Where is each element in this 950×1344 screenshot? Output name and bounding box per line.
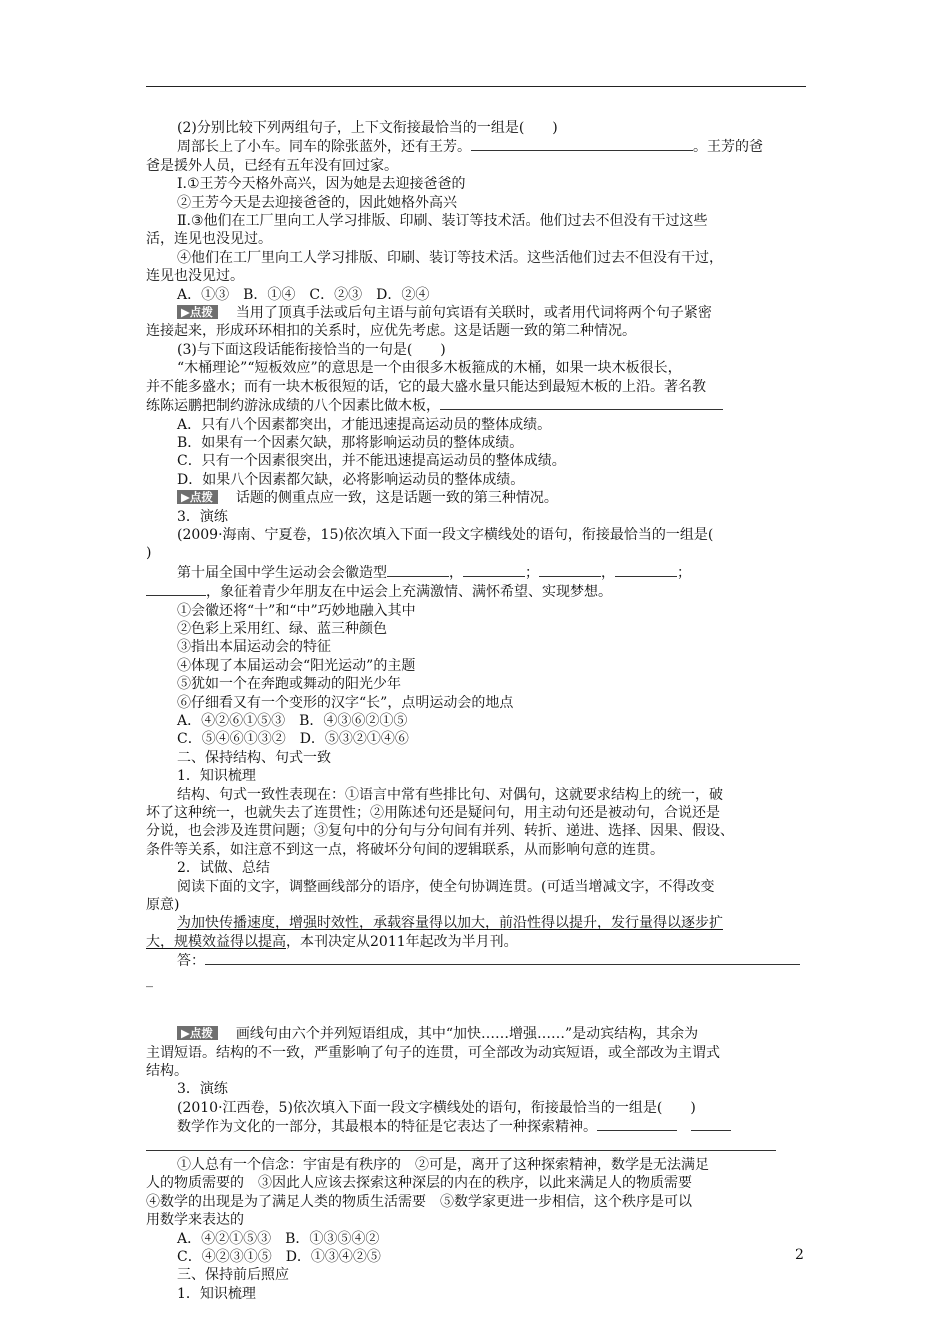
tip-1-cont: 连接起来，形成环环相扣的关系时，应优先考虑。这是话题一致的第二种情况。 [146, 323, 636, 340]
underlined-sentence-2: 大，规模效益得以提高，本刊决定从2011年起改为半月刊。 [146, 933, 518, 950]
q3-option-d: D．如果八个因素都欠缺，必将影响运动员的整体成绩。 [177, 471, 525, 488]
drill-1-stem-cont: ) [146, 545, 152, 562]
drill-2-option-3: ④数学的出现是为了满足人类的物质生活需要 ⑤数学家更进一步相信，这个秩序是可以 [146, 1193, 692, 1210]
q2-group-ii-3b: 活，连见也没见过。 [146, 231, 272, 248]
drill-1-stem: (2009·海南、宁夏卷，15)依次填入下面一段文字横线处的语句，衔接最恰当的一组是( [177, 526, 714, 543]
q2-options: A．①③ B．①④ C．②③ D．②④ [177, 286, 430, 303]
section-2-title: 二、保持结构、句式一致 [177, 749, 331, 766]
drill-2-option-2: 人的物质需要的 ③因此人应该去探索这种深层的内在的秩序，以此来满足人的物质需要 [146, 1175, 692, 1192]
drill-2-passage: 数学作为文化的一部分，其最根本的特征是它表达了一种探索精神。 [146, 1117, 806, 1136]
q2-group-i-2: ②王芳今天是去迎接爸爸的，因此她格外高兴 [177, 194, 457, 211]
tip-3-cont-2: 结构。 [146, 1062, 188, 1079]
section-2-knowledge-4: 条件等关系，如注意不到这一点，将破坏分句间的逻辑联系，从而影响句意的连贯。 [146, 841, 664, 858]
tip-2: ▶点拨 话题的侧重点应一致，这是话题一致的第三种情况。 [146, 489, 806, 507]
drill-1-passage: 第十届全国中学生运动会会徽造型 ， ； ， ； [177, 564, 691, 581]
drill-2-head: 3．演练 [177, 1081, 228, 1098]
q2-passage-cont: 爸是援外人员，已经有五年没有回过家。 [146, 157, 398, 174]
section-2-try-2: 原意) [146, 897, 180, 914]
drill-1-item: ②色彩上采用红、绿、蓝三种颜色 [177, 620, 387, 637]
answer-line: 答： [146, 951, 806, 970]
drill-2-blank-line [146, 1137, 806, 1156]
q2-group-ii-4b: 连见也没见过。 [146, 268, 244, 285]
q3-passage-2: 并不能多盛水；而有一块木板很短的话，它的最大盛水量只能达到最短木板的上沿。著名教 [146, 378, 706, 395]
section-3-knowledge-head: 1．知识梳理 [177, 1285, 256, 1302]
drill-1-options-1: A．④②⑥①⑤③ B．④③⑥②①⑤ [177, 713, 408, 729]
drill-1-item: ⑤犹如一个在奔跑或舞动的阳光少年 [177, 676, 401, 693]
drill-2-answers-1: A．④②①⑤③ B．①③⑤④② [177, 1230, 380, 1247]
drill-2-stem: (2010·江西卷，5)依次填入下面一段文字横线处的语句，衔接最恰当的一组是( ) [177, 1099, 696, 1116]
section-2-try-1: 阅读下面的文字，调整画线部分的语序，使全句协调连贯。(可适当增减文字，不得改变 [177, 878, 715, 895]
underlined-sentence-1: 为加快传播速度，增强时效性，承载容量得以加大，前沿性得以提升，发行量得以逐步扩 [177, 915, 723, 932]
q2-passage: 周部长上了小车。同车的除张蓝外，还有王芳。 。王芳的爸 [177, 139, 763, 156]
q2-group-i-1: Ⅰ.①王芳今天格外高兴，因为她是去迎接爸爸的 [177, 176, 466, 193]
header-rule [146, 86, 806, 87]
drill-2-option-4: 用数学来表达的 [146, 1212, 244, 1229]
q2-group-ii-3a: Ⅱ.③他们在工厂里向工人学习排版、印刷、装订等技术活。他们过去不但没有干过这些 [177, 213, 708, 230]
tip-label: ▶点拨 [177, 1026, 218, 1040]
q3-option-c: C．只有一个因素很突出，并不能迅速提高运动员的整体成绩。 [177, 453, 566, 470]
drill-1-item: ④体现了本届运动会“阳光运动”的主题 [177, 657, 416, 674]
q3-passage-1: “木桶理论”“短板效应”的意思是一个由很多木板箍成的木桶，如果一块木板很长， [177, 360, 682, 377]
drill-1-item: ③指出本届运动会的特征 [177, 639, 331, 656]
section-2-knowledge-2: 坏了这种统一，也就失去了连贯性；②用陈述句还是疑问句，用主动句还是被动句，合说还是 [146, 805, 720, 822]
q3-option-a: A．只有八个因素都突出，才能迅速提高运动员的整体成绩。 [177, 416, 552, 433]
tip-label: ▶点拨 [177, 305, 218, 319]
q2-stem: (2)分别比较下列两组句子，上下文衔接最恰当的一组是( ) [177, 120, 558, 136]
tip-1: ▶点拨 当用了顶真手法或后句主语与前句宾语有关联时，或者用代词将两个句子紧密 [146, 304, 806, 322]
q3-stem: (3)与下面这段话能衔接恰当的一句是( ) [177, 341, 446, 358]
section-2-knowledge-head: 1．知识梳理 [177, 768, 256, 785]
section-2-knowledge-3: 分说，也会涉及连贯问题；③复句中的分句与分句间有并列、转折、递进、选择、因果、假设、 [146, 823, 734, 840]
q3-passage-3: 练陈运鹏把制约游泳成绩的八个因素比做木板， [146, 396, 806, 415]
drill-1-item: ①会徽还将“十”和“中”巧妙地融入其中 [177, 602, 416, 619]
section-3-title: 三、保持前后照应 [177, 1267, 289, 1284]
q2-group-ii-4a: ④他们在工厂里向工人学习排版、印刷、装订等技术活。这些活他们过去不但没有干过， [177, 249, 723, 266]
answer-dash: _ [146, 971, 153, 988]
drill-1-passage-cont: ，象征着青少年朋友在中运会上充满激情、满怀希望、实现梦想。 [146, 582, 806, 601]
tip-3: ▶点拨 画线句由六个并列短语组成，其中“加快……增强……”是动宾结构，其余为 [146, 1025, 806, 1043]
tip-label: ▶点拨 [177, 490, 218, 504]
q3-option-b: B．如果有一个因素欠缺，那将影响运动员的整体成绩。 [177, 434, 524, 451]
page-number: 2 [795, 1247, 804, 1263]
tip-3-cont-1: 主谓短语。结构的不一致，严重影响了句子的连贯，可全部改为动宾短语，或全部改为主谓式 [146, 1044, 720, 1061]
drill-1-options-2: C．⑤④⑥①③② D．⑤③②①④⑥ [177, 731, 409, 748]
section-2-try-head: 2．试做、总结 [177, 860, 270, 877]
document-body [146, 119, 806, 1303]
drill-1-head: 3．演练 [177, 508, 228, 525]
drill-1-item: ⑥仔细看又有一个变形的汉字“长”，点明运动会的地点 [177, 694, 514, 711]
section-2-knowledge-1: 结构、句式一致性表现在：①语言中常有些排比句、对偶句，这就要求结构上的统一，破 [177, 786, 723, 803]
drill-2-answers-2: C．④②③①⑤ D．①③④②⑤ [177, 1248, 381, 1265]
drill-2-option-1: ①人总有一个信念：宇宙是有秩序的 ②可是，离开了这种探索精神，数学是无法满足 [177, 1156, 709, 1173]
